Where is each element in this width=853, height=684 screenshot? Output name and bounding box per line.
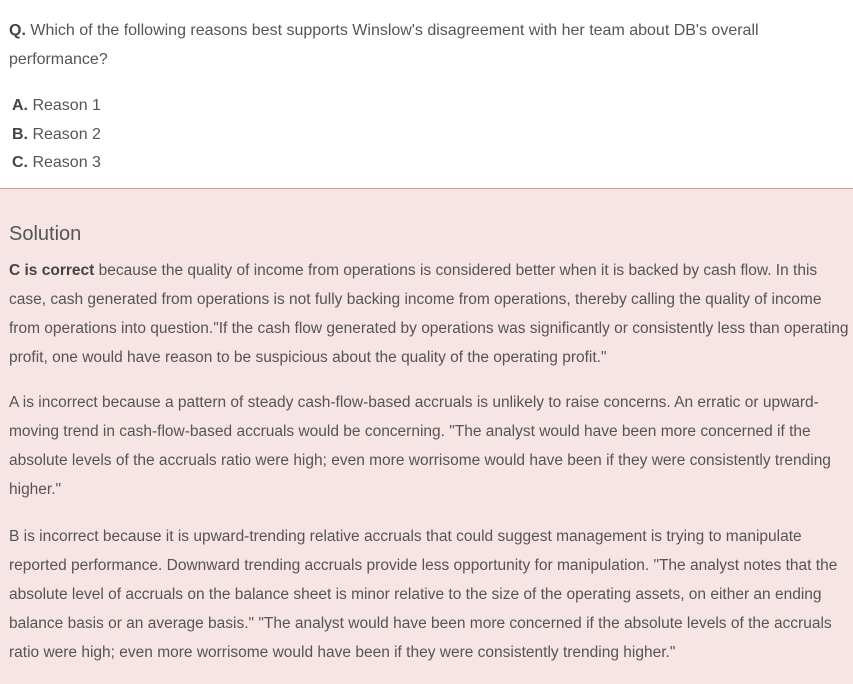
option-a[interactable] bbox=[12, 92, 101, 121]
correct-answer-label: C is correct bbox=[9, 262, 95, 279]
option-a-label: Reason 1 bbox=[28, 97, 101, 114]
question-prefix: Q. bbox=[9, 22, 26, 39]
solution-correct-paragraph bbox=[9, 256, 851, 372]
option-b-letter: B. bbox=[12, 125, 28, 143]
option-b[interactable] bbox=[12, 121, 101, 150]
option-c[interactable] bbox=[12, 149, 101, 178]
option-c-label: Reason 3 bbox=[28, 154, 101, 171]
option-c-letter: C. bbox=[12, 154, 28, 171]
solution-b-paragraph: B is incorrect because it is upward-trending relative accruals that could suggest management is trying to manipulate reported performance. Downward trending accruals provide less opportunity for manipulation. "The analyst notes that the absolute level of accruals on the balance sheet is minor relative to the size of the operating assets, on either an ending balance basis or an average basis." "The analyst would have been more concerned if the absolute levels of the accruals ratio were high; even more worrisome would have been if they were consistently trending higher." bbox=[9, 528, 838, 661]
answer-options bbox=[12, 92, 101, 178]
question-text bbox=[9, 16, 839, 74]
solution-panel bbox=[0, 188, 853, 684]
option-a-letter: A. bbox=[12, 97, 28, 114]
question-body: Which of the following reasons best supports Winslow's disagreement with her team about DB's overall performance? bbox=[9, 22, 759, 68]
option-b-label: Reason 2 bbox=[28, 125, 101, 143]
solution-a-paragraph: A is incorrect because a pattern of steady cash-flow-based accruals is unlikely to raise concerns. An erratic or upward-moving trend in cash-flow-based accruals would be concerning. "The analyst would have been more concerned if the absolute levels of the accruals ratio were high; even more worrisome would have been if they were consistently trending higher." bbox=[9, 394, 831, 498]
solution-title: Solution bbox=[9, 223, 82, 245]
correct-answer-explanation: because the quality of income from operations is considered better when it is backed by cash flow. In this case, cash generated from operations is not fully backing income from operations, thereby calling the quality of income from operations into question."If the cash flow generated by operations was significantly or consistently less than operating profit, one would have reason to be suspicious about the quality of the operating profit." bbox=[9, 262, 849, 366]
